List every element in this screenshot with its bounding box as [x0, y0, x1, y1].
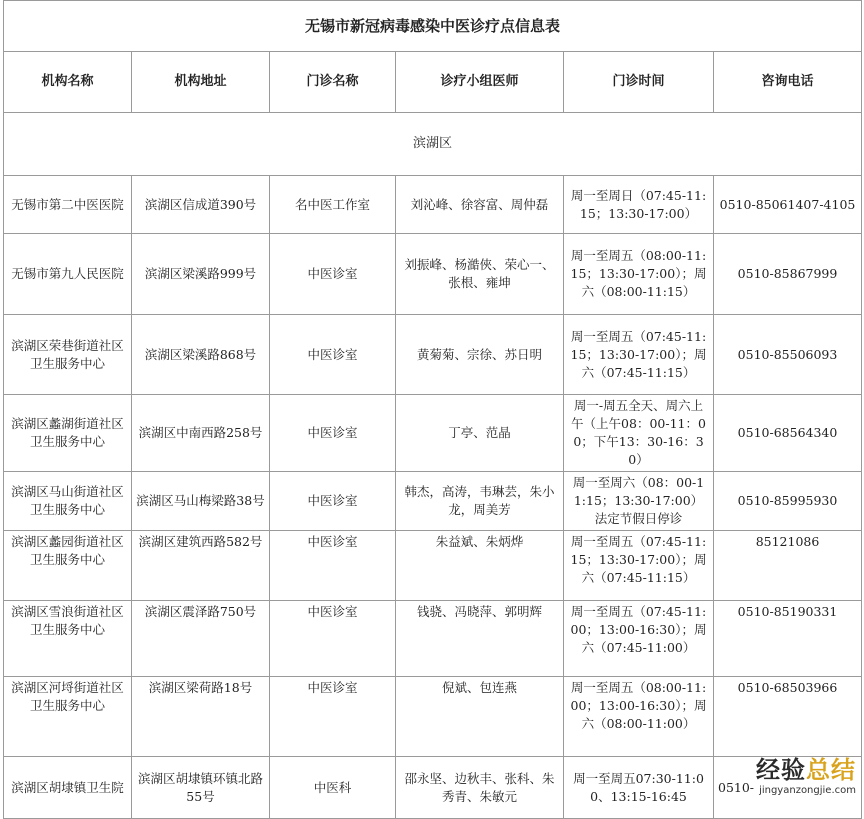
- table-row: [4, 531, 862, 601]
- cell-address: 滨湖区震泽路750号: [132, 601, 270, 677]
- cell-clinic: 中医诊室: [270, 315, 396, 395]
- district-row: [4, 113, 862, 176]
- table-row: [4, 472, 862, 531]
- cell-doctors: 倪斌、包连燕: [396, 677, 564, 757]
- table-row: [4, 395, 862, 472]
- cell-doctors: 邵永坚、边秋丰、张科、朱秀青、朱敏元: [396, 757, 564, 819]
- table-row: [4, 601, 862, 677]
- cell-name: 无锡市第二中医医院: [4, 176, 132, 234]
- info-sheet: [3, 0, 861, 819]
- cell-phone: 0510-85061407-4105: [714, 176, 862, 234]
- cell-hours: 周一至周六（08：00-11:15；13:30-17:00）法定节假日停诊: [564, 472, 714, 531]
- table-title: 无锡市新冠病毒感染中医诊疗点信息表: [4, 1, 862, 52]
- cell-address: 滨湖区胡埭镇环镇北路55号: [132, 757, 270, 819]
- cell-name: 无锡市第九人民医院: [4, 234, 132, 315]
- cell-hours: 周一至周五（07:45-11:00；13:00-16:30）；周六（07:45-11:00）: [564, 601, 714, 677]
- cell-address: 滨湖区信成道390号: [132, 176, 270, 234]
- cell-hours: 周一至周五（07:45-11:15；13:30-17:00）；周六（07:45-11:15）: [564, 531, 714, 601]
- cell-phone: 0510-: [714, 757, 862, 819]
- cell-doctors: 黄菊菊、宗徐、苏日明: [396, 315, 564, 395]
- cell-phone: 0510-85867999: [714, 234, 862, 315]
- col-header-phone: 咨询电话: [714, 52, 862, 113]
- title-row: [4, 1, 862, 52]
- cell-doctors: 朱益斌、朱炳烨: [396, 531, 564, 601]
- cell-hours: 周一至周五（07:45-11:15；13:30-17:00）；周六（07:45-11:15）: [564, 315, 714, 395]
- cell-doctors: 刘振峰、杨澔俠、荣心一、张根、雍坤: [396, 234, 564, 315]
- col-header-address: 机构地址: [132, 52, 270, 113]
- cell-doctors: 韩杰，高涛，韦琳芸，朱小龙，周美芳: [396, 472, 564, 531]
- cell-clinic: 名中医工作室: [270, 176, 396, 234]
- cell-hours: 周一至周日（07:45-11:15；13:30-17:00）: [564, 176, 714, 234]
- cell-hours: 周一至周五（08:00-11:15；13:30-17:00）；周六（08:00-11:15）: [564, 234, 714, 315]
- cell-clinic: 中医诊室: [270, 601, 396, 677]
- table-row: [4, 677, 862, 757]
- district-label: 滨湖区: [4, 113, 862, 176]
- header-row: [4, 52, 862, 113]
- watermark-title: [756, 750, 856, 785]
- cell-clinic: 中医诊室: [270, 531, 396, 601]
- cell-address: 滨湖区建筑西路582号: [132, 531, 270, 601]
- cell-phone: 0510-85506093: [714, 315, 862, 395]
- cell-clinic: 中医科: [270, 757, 396, 819]
- cell-doctors: 丁亭、范晶: [396, 395, 564, 472]
- cell-phone: 85121086: [714, 531, 862, 601]
- cell-address: 滨湖区梁荷路18号: [132, 677, 270, 757]
- watermark-title-a: 经验: [756, 756, 806, 784]
- col-header-name: 机构名称: [4, 52, 132, 113]
- cell-address: 滨湖区梁溪路868号: [132, 315, 270, 395]
- cell-phone: 0510-68503966: [714, 677, 862, 757]
- cell-name: 滨湖区蠡湖街道社区卫生服务中心: [4, 395, 132, 472]
- table-row: [4, 315, 862, 395]
- cell-name: 滨湖区胡埭镇卫生院: [4, 757, 132, 819]
- cell-clinic: 中医诊室: [270, 395, 396, 472]
- watermark-title-b: 总结: [806, 756, 856, 784]
- cell-phone: 0510-85995930: [714, 472, 862, 531]
- cell-phone: 0510-85190331: [714, 601, 862, 677]
- cell-hours: 周一至周五07:30-11:00、13:15-16:45: [564, 757, 714, 819]
- watermark-logo: [756, 750, 856, 796]
- cell-clinic: 中医诊室: [270, 234, 396, 315]
- cell-address: 滨湖区马山梅梁路38号: [132, 472, 270, 531]
- table-row: [4, 176, 862, 234]
- table-row: [4, 234, 862, 315]
- cell-hours: 周一-周五全天、周六上午（上午08：00-11：00；下午13：30-16：30）: [564, 395, 714, 472]
- cell-name: 滨湖区雪浪街道社区卫生服务中心: [4, 601, 132, 677]
- cell-name: 滨湖区河埒街道社区卫生服务中心: [4, 677, 132, 757]
- cell-phone: 0510-68564340: [714, 395, 862, 472]
- table-row: [4, 757, 862, 819]
- cell-clinic: 中医诊室: [270, 677, 396, 757]
- cell-name: 滨湖区蠡园街道社区卫生服务中心: [4, 531, 132, 601]
- cell-doctors: 刘沁峰、徐容富、周仲磊: [396, 176, 564, 234]
- cell-address: 滨湖区梁溪路999号: [132, 234, 270, 315]
- cell-doctors: 钱骁、冯晓萍、郭明辉: [396, 601, 564, 677]
- cell-clinic: 中医诊室: [270, 472, 396, 531]
- col-header-clinic: 门诊名称: [270, 52, 396, 113]
- cell-address: 滨湖区中南西路258号: [132, 395, 270, 472]
- cell-name: 滨湖区马山街道社区卫生服务中心: [4, 472, 132, 531]
- cell-hours: 周一至周五（08:00-11:00；13:00-16:30）；周六（08:00-11:00）: [564, 677, 714, 757]
- col-header-doctors: 诊疗小组医师: [396, 52, 564, 113]
- col-header-hours: 门诊时间: [564, 52, 714, 113]
- info-table: [3, 0, 862, 819]
- watermark-url: jingyanzongjie.com: [759, 785, 856, 796]
- cell-name: 滨湖区荣巷街道社区卫生服务中心: [4, 315, 132, 395]
